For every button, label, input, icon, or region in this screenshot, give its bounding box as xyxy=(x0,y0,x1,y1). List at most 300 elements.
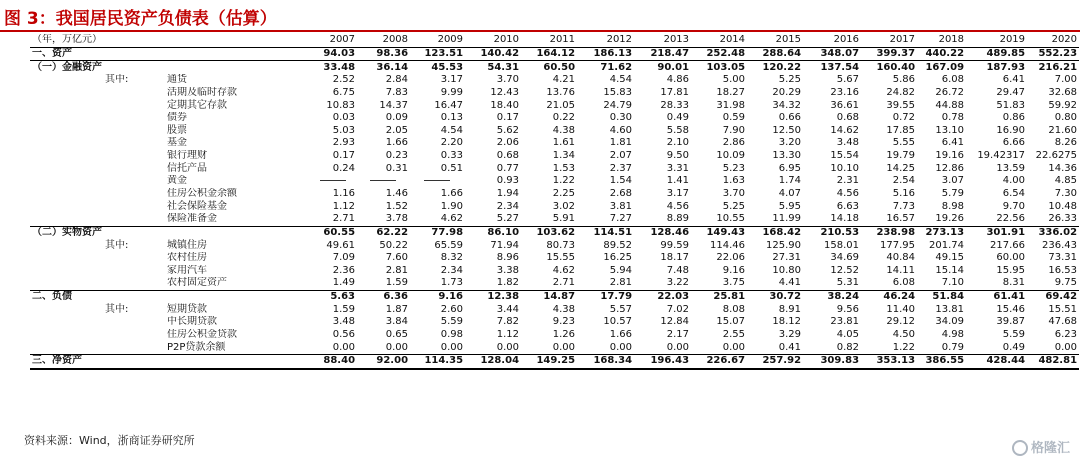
value-cell: 4.54 xyxy=(440,124,464,136)
value-cell: 114.46 xyxy=(710,239,746,251)
value-cell: 9.23 xyxy=(552,316,576,328)
row-category xyxy=(30,265,105,278)
value-cell: 0.77 xyxy=(496,162,520,174)
value-cell: 1.16 xyxy=(332,188,356,199)
value-cell: 44.88 xyxy=(935,99,965,111)
value-cell: 1.94 xyxy=(496,188,520,199)
value-cell: 1.34 xyxy=(552,150,576,162)
value-cell: 6.08 xyxy=(892,277,916,289)
value-cell: 14.37 xyxy=(379,99,409,111)
value-cell: 149.25 xyxy=(521,355,577,369)
year-header-2013: 2013 xyxy=(634,34,691,47)
value-cell: 0.68 xyxy=(496,150,520,162)
value-cell: 210.53 xyxy=(803,226,861,239)
value-cell: 8.89 xyxy=(666,213,690,225)
value-cell: 0.17 xyxy=(332,150,356,162)
row-category xyxy=(30,213,105,226)
value-cell: 1.59 xyxy=(385,277,409,289)
value-cell: 18.40 xyxy=(490,99,520,111)
value-cell: 2.93 xyxy=(332,137,356,149)
value-cell: 94.03 xyxy=(310,47,357,61)
value-cell: 1.41 xyxy=(666,175,690,187)
value-cell: 167.09 xyxy=(917,61,966,74)
row-subgroup: 其中: xyxy=(105,303,129,315)
value-cell: 123.51 xyxy=(410,47,465,61)
value-cell: 5.95 xyxy=(778,200,802,212)
value-cell: 7.02 xyxy=(666,303,690,315)
value-cell: 7.82 xyxy=(496,316,520,328)
value-cell: 1.61 xyxy=(552,137,576,149)
table-row xyxy=(30,61,1079,74)
row-subgroup xyxy=(105,200,167,213)
value-cell: 1.81 xyxy=(609,137,633,149)
value-cell: 0.49 xyxy=(666,112,690,124)
row-subgroup xyxy=(105,252,167,265)
table-row xyxy=(30,47,1079,61)
value-cell: 8.32 xyxy=(440,252,464,264)
value-cell: 440.22 xyxy=(917,47,966,61)
value-cell: 4.98 xyxy=(941,329,965,341)
value-cell: 1.12 xyxy=(496,329,520,341)
row-item: 活期及临时存款 xyxy=(167,86,237,98)
value-cell: 4.00 xyxy=(1002,175,1026,187)
value-cell: 19.42317 xyxy=(977,150,1026,162)
value-cell: 3.22 xyxy=(666,277,690,289)
value-cell: 71.62 xyxy=(577,61,634,74)
value-cell: 0.00 xyxy=(609,341,633,353)
row-category xyxy=(30,137,105,150)
value-cell: 0.24 xyxy=(332,162,356,174)
year-header-2011: 2011 xyxy=(521,34,577,47)
value-cell: 9.50 xyxy=(666,150,690,162)
value-cell: 15.55 xyxy=(546,252,576,264)
value-cell: 3.02 xyxy=(552,200,576,212)
value-cell: 36.14 xyxy=(357,61,410,74)
row-category xyxy=(30,277,105,290)
value-cell: 140.42 xyxy=(465,47,521,61)
value-cell: 4.62 xyxy=(552,264,576,276)
unit-label: （年，万亿元） xyxy=(30,34,310,47)
value-cell: 0.66 xyxy=(778,112,802,124)
value-cell: 2.07 xyxy=(609,150,633,162)
value-cell: 2.10 xyxy=(666,137,690,149)
value-cell: 6.36 xyxy=(357,290,410,303)
value-cell: 0.31 xyxy=(385,162,409,174)
watermark-text: 格隆汇 xyxy=(1030,440,1070,456)
value-cell: 9.75 xyxy=(1054,277,1078,289)
value-cell: 1.82 xyxy=(496,277,520,289)
row-item: 农村固定资产 xyxy=(167,277,227,289)
row-category xyxy=(30,74,105,87)
value-cell: 103.05 xyxy=(691,61,747,74)
value-cell: 19.16 xyxy=(935,150,965,162)
value-cell: 2.55 xyxy=(722,329,746,341)
year-header-2017: 2017 xyxy=(861,34,917,47)
value-cell: 9.56 xyxy=(836,303,860,315)
value-cell: 0.78 xyxy=(941,112,965,124)
value-cell: 80.73 xyxy=(546,239,576,251)
value-cell: 34.09 xyxy=(935,316,965,328)
value-cell: 0.13 xyxy=(440,112,464,124)
value-cell: 187.93 xyxy=(966,61,1027,74)
value-cell: 3.81 xyxy=(609,200,633,212)
value-cell: 61.41 xyxy=(966,290,1027,303)
value-cell: 5.25 xyxy=(778,74,802,86)
missing-value-dash xyxy=(370,180,396,181)
value-cell: 1.74 xyxy=(778,175,802,187)
table-row xyxy=(30,290,1079,303)
value-cell: 201.74 xyxy=(929,239,965,251)
row-subgroup xyxy=(105,137,167,150)
table-row xyxy=(30,239,1079,252)
value-cell: 12.52 xyxy=(830,264,860,276)
year-header-2019: 2019 xyxy=(966,34,1027,47)
value-cell: 17.85 xyxy=(886,124,916,136)
row-category xyxy=(30,329,105,342)
value-cell: 0.00 xyxy=(385,341,409,353)
value-cell: 16.90 xyxy=(996,124,1026,136)
value-cell: 23.81 xyxy=(830,316,860,328)
year-header-2015: 2015 xyxy=(747,34,803,47)
row-item xyxy=(167,290,310,303)
row-category: （二）实物资产 xyxy=(30,226,105,239)
watermark-logo-icon xyxy=(1012,440,1028,456)
row-category: （一）金融资产 xyxy=(30,61,105,74)
value-cell: 0.86 xyxy=(1002,112,1026,124)
row-item: 黄金 xyxy=(167,175,187,187)
missing-value-dash xyxy=(320,180,346,181)
row-category xyxy=(30,188,105,201)
value-cell: 17.81 xyxy=(660,86,690,98)
value-cell: 3.29 xyxy=(778,329,802,341)
value-cell: 399.37 xyxy=(861,47,917,61)
value-cell: 18.12 xyxy=(772,316,802,328)
value-cell: 15.51 xyxy=(1048,303,1078,315)
value-cell: 22.03 xyxy=(634,290,691,303)
row-subgroup xyxy=(105,150,167,163)
value-cell: 137.54 xyxy=(803,61,861,74)
value-cell: 59.92 xyxy=(1048,99,1078,111)
row-category xyxy=(30,200,105,213)
value-cell: 12.50 xyxy=(772,124,802,136)
value-cell: 4.21 xyxy=(552,74,576,86)
value-cell: 12.84 xyxy=(660,316,690,328)
row-category xyxy=(30,112,105,125)
value-cell: 73.31 xyxy=(1048,252,1078,264)
value-cell: 7.30 xyxy=(1054,188,1078,199)
source-note: 资料来源：Wind，浙商证券研究所 xyxy=(24,434,195,447)
value-cell: 1.66 xyxy=(385,137,409,149)
value-cell: 8.98 xyxy=(941,200,965,212)
value-cell: 2.52 xyxy=(332,74,356,86)
value-cell: 2.31 xyxy=(836,175,860,187)
year-header-2014: 2014 xyxy=(691,34,747,47)
value-cell: 309.83 xyxy=(803,355,861,369)
value-cell: 218.47 xyxy=(634,47,691,61)
value-cell: 33.48 xyxy=(310,61,357,74)
value-cell: 14.25 xyxy=(886,162,916,174)
value-cell: 353.13 xyxy=(861,355,917,369)
value-cell: 8.96 xyxy=(496,252,520,264)
value-cell: 301.91 xyxy=(966,226,1027,239)
row-subgroup xyxy=(105,188,167,201)
table-row xyxy=(30,188,1079,201)
value-cell: 39.55 xyxy=(886,99,916,111)
value-cell: 0.00 xyxy=(552,341,576,353)
year-header-2007: 2007 xyxy=(310,34,357,47)
row-subgroup xyxy=(105,124,167,137)
value-cell: 273.13 xyxy=(917,226,966,239)
value-cell: 26.33 xyxy=(1048,213,1078,225)
value-cell: 4.54 xyxy=(609,74,633,86)
value-cell: 5.79 xyxy=(941,188,965,199)
value-cell: 60.55 xyxy=(310,226,357,239)
value-cell: 0.79 xyxy=(941,341,965,353)
title-rule xyxy=(0,30,1080,32)
row-item: 农村住房 xyxy=(167,252,207,264)
value-cell: 22.6275 xyxy=(1035,150,1078,162)
row-category xyxy=(30,341,105,354)
value-cell: 38.24 xyxy=(803,290,861,303)
value-cell: 7.09 xyxy=(332,252,356,264)
value-cell: 7.60 xyxy=(385,252,409,264)
value-cell: 69.42 xyxy=(1027,290,1079,303)
row-item: 定期其它存款 xyxy=(167,99,227,111)
value-cell: 5.86 xyxy=(892,74,916,86)
row-category xyxy=(30,162,105,175)
value-cell: 0.65 xyxy=(385,329,409,341)
value-cell: 0.00 xyxy=(440,341,464,353)
table-row xyxy=(30,303,1079,316)
value-cell: 9.16 xyxy=(410,290,465,303)
table-row xyxy=(30,124,1079,137)
value-cell: 7.90 xyxy=(722,124,746,136)
value-cell: 0.68 xyxy=(836,112,860,124)
value-cell: 14.11 xyxy=(886,264,916,276)
value-cell: 552.23 xyxy=(1027,47,1079,61)
value-cell: 6.41 xyxy=(941,137,965,149)
value-cell: 14.18 xyxy=(830,213,860,225)
value-cell: 5.55 xyxy=(892,137,916,149)
value-cell: 2.05 xyxy=(385,124,409,136)
value-cell: 128.46 xyxy=(634,226,691,239)
row-item: 银行理财 xyxy=(167,150,207,162)
value-cell: 5.63 xyxy=(310,290,357,303)
value-cell xyxy=(357,175,410,188)
value-cell: 4.38 xyxy=(552,303,576,315)
value-cell: 2.84 xyxy=(385,74,409,86)
value-cell: 0.51 xyxy=(440,162,464,174)
value-cell: 47.68 xyxy=(1048,316,1078,328)
value-cell: 3.31 xyxy=(666,162,690,174)
value-cell: 14.36 xyxy=(1048,162,1078,174)
value-cell: 0.22 xyxy=(552,112,576,124)
value-cell: 5.31 xyxy=(836,277,860,289)
value-cell: 24.82 xyxy=(886,86,916,98)
row-category: 二、负债 xyxy=(30,290,105,303)
value-cell xyxy=(310,175,357,188)
value-cell: 3.48 xyxy=(836,137,860,149)
value-cell: 11.99 xyxy=(772,213,802,225)
value-cell: 0.59 xyxy=(722,112,746,124)
value-cell: 99.59 xyxy=(660,239,690,251)
value-cell: 0.00 xyxy=(496,341,520,353)
value-cell: 5.59 xyxy=(440,316,464,328)
value-cell: 11.40 xyxy=(886,303,916,315)
value-cell: 6.08 xyxy=(941,74,965,86)
row-item: 保险准备金 xyxy=(167,213,217,225)
value-cell: 10.48 xyxy=(1048,200,1078,212)
value-cell: 22.06 xyxy=(716,252,746,264)
value-cell: 10.57 xyxy=(603,316,633,328)
row-subgroup xyxy=(105,290,167,303)
value-cell: 0.49 xyxy=(1002,341,1026,353)
value-cell: 1.53 xyxy=(552,162,576,174)
row-subgroup xyxy=(105,175,167,188)
value-cell: 10.83 xyxy=(326,99,356,111)
row-item: 家用汽车 xyxy=(167,264,207,276)
value-cell: 5.00 xyxy=(722,74,746,86)
value-cell: 0.93 xyxy=(496,175,520,187)
value-cell: 19.26 xyxy=(935,213,965,225)
row-item: 债券 xyxy=(167,112,187,124)
value-cell: 30.72 xyxy=(747,290,803,303)
value-cell: 3.44 xyxy=(496,303,520,315)
value-cell: 16.47 xyxy=(434,99,464,111)
value-cell: 29.47 xyxy=(996,86,1026,98)
value-cell: 252.48 xyxy=(691,47,747,61)
value-cell: 1.59 xyxy=(332,303,356,315)
row-subgroup xyxy=(105,162,167,175)
value-cell: 5.67 xyxy=(836,74,860,86)
value-cell: 0.00 xyxy=(332,341,356,353)
value-cell: 1.22 xyxy=(892,341,916,353)
table-row xyxy=(30,87,1079,100)
value-cell: 88.40 xyxy=(310,355,357,369)
value-cell: 2.81 xyxy=(385,264,409,276)
value-cell: 9.70 xyxy=(1002,200,1026,212)
row-category: 三、净资产 xyxy=(30,355,105,369)
value-cell: 0.00 xyxy=(1054,341,1078,353)
table-row xyxy=(30,200,1079,213)
row-subgroup xyxy=(105,112,167,125)
value-cell: 7.83 xyxy=(385,86,409,98)
value-cell: 2.06 xyxy=(496,137,520,149)
value-cell: 0.03 xyxy=(332,112,356,124)
value-cell: 428.44 xyxy=(966,355,1027,369)
value-cell: 6.41 xyxy=(1002,74,1026,86)
value-cell: 1.49 xyxy=(332,277,356,289)
value-cell: 10.55 xyxy=(716,213,746,225)
value-cell: 3.70 xyxy=(496,74,520,86)
value-cell: 1.73 xyxy=(440,277,464,289)
value-cell: 27.31 xyxy=(772,252,802,264)
value-cell: 49.15 xyxy=(935,252,965,264)
table-body xyxy=(30,47,1079,369)
value-cell: 54.31 xyxy=(465,61,521,74)
row-category xyxy=(30,99,105,112)
value-cell: 13.81 xyxy=(935,303,965,315)
value-cell: 2.71 xyxy=(552,277,576,289)
table-row xyxy=(30,226,1079,239)
value-cell: 16.57 xyxy=(886,213,916,225)
value-cell: 4.85 xyxy=(1054,175,1078,187)
value-cell: 1.52 xyxy=(385,200,409,212)
table-row xyxy=(30,355,1079,369)
row-item: 基金 xyxy=(167,137,187,149)
value-cell: 4.05 xyxy=(836,329,860,341)
value-cell: 2.34 xyxy=(440,264,464,276)
row-item: 社会保险基金 xyxy=(167,200,227,212)
figure-title: 图 3：我国居民资产负债表（估算） xyxy=(4,9,277,29)
value-cell: 2.20 xyxy=(440,137,464,149)
value-cell: 2.68 xyxy=(609,188,633,199)
value-cell: 5.59 xyxy=(1002,329,1026,341)
value-cell: 0.33 xyxy=(440,150,464,162)
row-subgroup xyxy=(105,213,167,226)
value-cell: 5.16 xyxy=(892,188,916,199)
value-cell: 21.60 xyxy=(1048,124,1078,136)
value-cell: 15.14 xyxy=(935,264,965,276)
value-cell: 257.92 xyxy=(747,355,803,369)
row-subgroup xyxy=(105,265,167,278)
row-category xyxy=(30,150,105,163)
row-item: 城镇住房 xyxy=(167,239,207,251)
value-cell: 1.12 xyxy=(332,200,356,212)
row-category xyxy=(30,252,105,265)
value-cell: 1.22 xyxy=(552,175,576,187)
value-cell: 65.59 xyxy=(434,239,464,251)
table-row xyxy=(30,74,1079,87)
value-cell: 120.22 xyxy=(747,61,803,74)
value-cell: 1.46 xyxy=(385,188,409,199)
value-cell: 3.17 xyxy=(666,188,690,199)
value-cell: 238.98 xyxy=(861,226,917,239)
value-cell: 5.58 xyxy=(666,124,690,136)
row-item: 短期贷款 xyxy=(167,303,207,315)
value-cell: 49.61 xyxy=(326,239,356,251)
value-cell: 13.10 xyxy=(935,124,965,136)
value-cell: 4.56 xyxy=(836,188,860,199)
value-cell: 0.30 xyxy=(609,112,633,124)
value-cell: 0.72 xyxy=(892,112,916,124)
value-cell: 6.23 xyxy=(1054,329,1078,341)
value-cell: 71.94 xyxy=(490,239,520,251)
value-cell: 25.81 xyxy=(691,290,747,303)
value-cell: 5.57 xyxy=(609,303,633,315)
row-subgroup xyxy=(105,329,167,342)
value-cell: 26.72 xyxy=(935,86,965,98)
row-category xyxy=(30,239,105,252)
value-cell: 8.08 xyxy=(722,303,746,315)
value-cell: 16.25 xyxy=(603,252,633,264)
value-cell: 13.76 xyxy=(546,86,576,98)
value-cell: 2.60 xyxy=(440,303,464,315)
value-cell: 4.41 xyxy=(778,277,802,289)
value-cell: 34.69 xyxy=(830,252,860,264)
table-row xyxy=(30,277,1079,290)
value-cell: 15.95 xyxy=(996,264,1026,276)
value-cell: 336.02 xyxy=(1027,226,1079,239)
row-item: 信托产品 xyxy=(167,162,207,174)
row-item: P2P贷款余额 xyxy=(167,341,226,353)
value-cell: 14.87 xyxy=(521,290,577,303)
row-subgroup xyxy=(105,355,167,369)
value-cell: 8.91 xyxy=(778,303,802,315)
value-cell: 90.01 xyxy=(634,61,691,74)
value-cell: 50.22 xyxy=(379,239,409,251)
value-cell: 164.12 xyxy=(521,47,577,61)
